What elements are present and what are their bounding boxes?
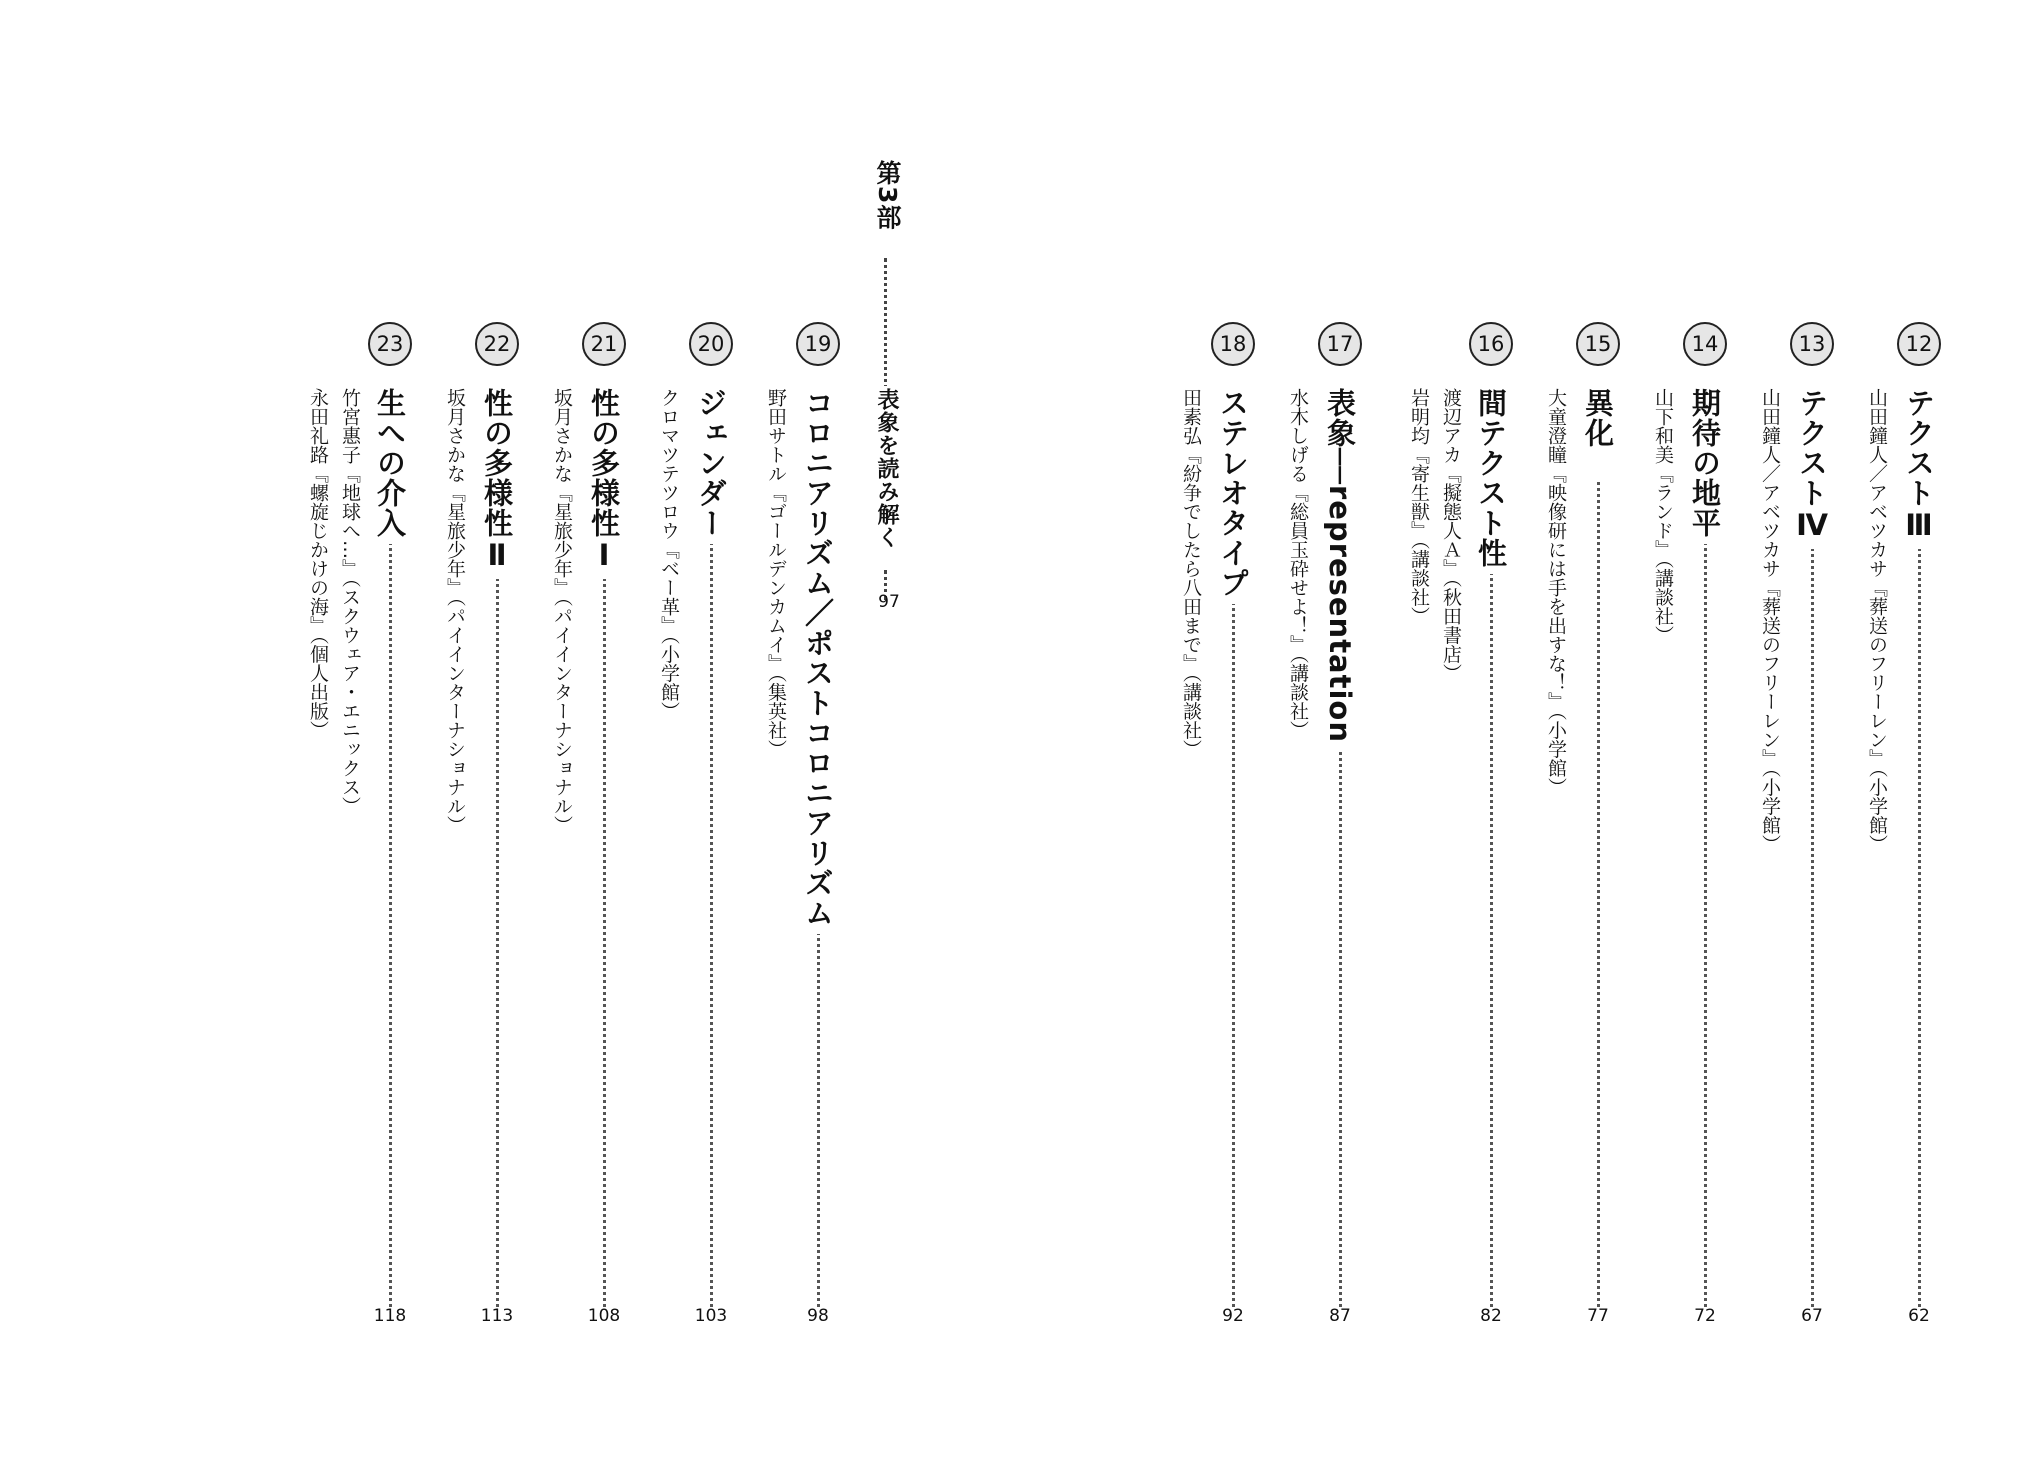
chapter-number-badge: 15 (1576, 322, 1620, 366)
chapter-title: 間テクスト性 (1472, 388, 1510, 574)
chapter-number-badge: 20 (689, 322, 733, 366)
part-label: 第3部 (873, 160, 902, 231)
chapter-source: 坂月さかな『星旅少年』（パイインターナショナル） (551, 388, 573, 835)
chapter-number-badge: 22 (475, 322, 519, 366)
chapter-source-2: 岩明均『寄生獣』（講談社） (1408, 388, 1430, 626)
chapter-source: 大童澄瞳『映像研には手を出すな！』（小学館） (1545, 388, 1567, 797)
leader-dots (1918, 482, 1921, 1307)
chapter-number-badge: 16 (1469, 322, 1513, 366)
page-number: 62 (1908, 1306, 1930, 1326)
part-page-number: 97 (878, 592, 900, 612)
leader-dots (389, 482, 392, 1307)
leader-dots (1811, 482, 1814, 1307)
chapter-title: コロニアリズム／ポストコロニアリズム (799, 388, 837, 934)
leader-dots (1490, 482, 1493, 1307)
leader-dots (1232, 482, 1235, 1307)
chapter-number-badge: 21 (582, 322, 626, 366)
page-number: 82 (1480, 1306, 1502, 1326)
toc-entry-17[interactable] (1287, 322, 1397, 1332)
page-number: 67 (1801, 1306, 1823, 1326)
chapter-title: 表象──representation (1321, 388, 1359, 749)
chapter-source: 山田鐘人／アベツカサ『葬送のフリーレン』（小学館） (1866, 388, 1888, 854)
chapter-number-badge: 14 (1683, 322, 1727, 366)
chapter-source: 山下和美『ランド』（講談社） (1652, 388, 1674, 645)
page-number: 103 (694, 1306, 728, 1326)
toc-entry-15[interactable] (1545, 322, 1655, 1332)
chapter-number-badge: 23 (368, 322, 412, 366)
toc-entry-13[interactable] (1759, 322, 1869, 1332)
chapter-title: 異化 (1579, 388, 1617, 454)
chapter-title: テクストⅣ (1793, 388, 1831, 549)
chapter-source-2: 永田礼路『螺旋じかけの海』（個人出版） (307, 388, 329, 740)
page-number: 72 (1694, 1306, 1716, 1326)
page-number: 113 (480, 1306, 514, 1326)
chapter-number-badge: 13 (1790, 322, 1834, 366)
leader-dots (496, 482, 499, 1307)
chapter-source: クロマツテツロウ『ベー革』（小学館） (658, 388, 680, 721)
leader-dots (710, 482, 713, 1307)
chapter-title: 期待の地平 (1686, 388, 1724, 544)
toc-entry-12[interactable] (1866, 322, 1976, 1332)
chapter-source-1: 竹宮惠子『地球へ…』（スクウェア・エニックス） (339, 388, 361, 816)
page-number: 118 (373, 1306, 407, 1326)
page-number: 108 (587, 1306, 621, 1326)
leader-dots (1597, 482, 1600, 1307)
toc-entry-16[interactable] (1408, 322, 1548, 1332)
chapter-source-1: 渡辺アカ『擬態人Ａ』（秋田書店） (1440, 388, 1462, 683)
page-number: 87 (1329, 1306, 1351, 1326)
toc-entry-20[interactable] (658, 322, 768, 1332)
toc-entry-18[interactable] (1180, 322, 1290, 1332)
chapter-source: 水木しげる『総員玉砕せよ！』（講談社） (1287, 388, 1309, 740)
chapter-source: 田素弘『紛争でしたら八田まで』（講談社） (1180, 388, 1202, 759)
chapter-number-badge: 12 (1897, 322, 1941, 366)
toc-entry-21[interactable] (551, 322, 661, 1332)
chapter-title: 性の多様性Ⅱ (478, 388, 516, 579)
chapter-number-badge: 18 (1211, 322, 1255, 366)
toc-entry-23[interactable] (307, 322, 447, 1332)
chapter-title: ジェンダー (692, 388, 730, 544)
toc-entry-14[interactable] (1652, 322, 1762, 1332)
toc-entry-22[interactable] (444, 322, 554, 1332)
chapter-number-badge: 19 (796, 322, 840, 366)
chapter-title: 生への介入 (371, 388, 409, 544)
part-title: 表象を読み解く (870, 386, 902, 551)
chapter-source: 野田サトル『ゴールデンカムイ』（集英社） (765, 388, 787, 759)
chapter-title: ステレオタイプ (1214, 388, 1252, 604)
chapter-title: テクストⅢ (1900, 388, 1938, 549)
chapter-title: 性の多様性Ⅰ (585, 388, 623, 579)
toc-entry-19[interactable] (765, 322, 875, 1332)
leader-dots (1704, 482, 1707, 1307)
page-number: 92 (1222, 1306, 1244, 1326)
chapter-source: 山田鐘人／アベツカサ『葬送のフリーレン』（小学館） (1759, 388, 1781, 854)
page-number: 77 (1587, 1306, 1609, 1326)
page-number: 98 (807, 1306, 829, 1326)
chapter-source: 坂月さかな『星旅少年』（パイインターナショナル） (444, 388, 466, 835)
leader-dots (603, 482, 606, 1307)
chapter-number-badge: 17 (1318, 322, 1362, 366)
